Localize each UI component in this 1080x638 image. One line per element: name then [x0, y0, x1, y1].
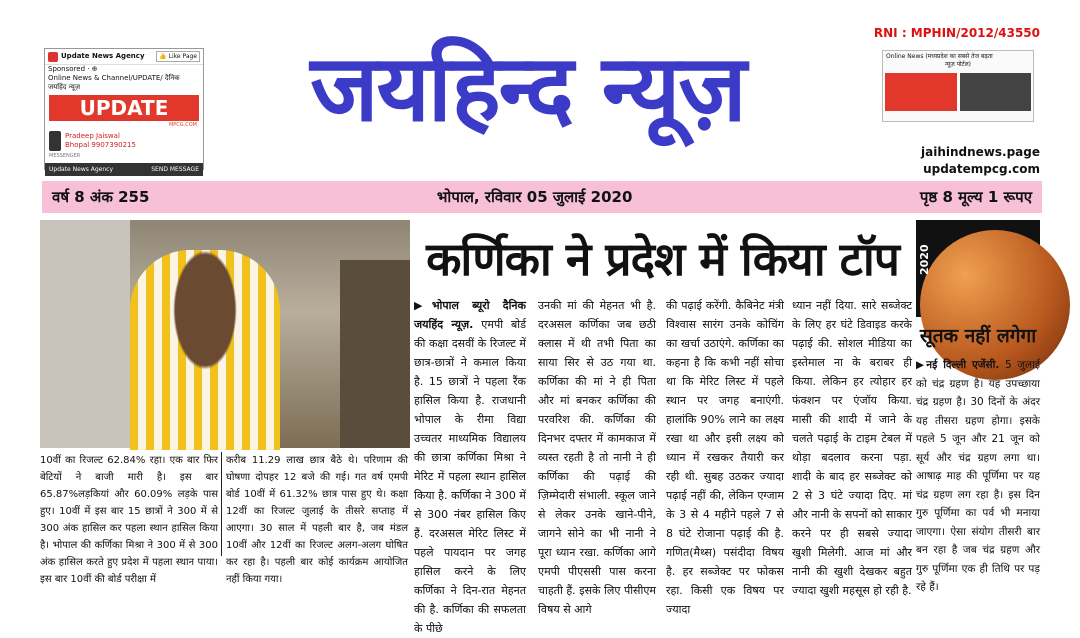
photo-column-b: करीब 11.29 लाख छात्र बैठे थे। परिणाम की घोषणा दोपहर 12 बजे की गई। गत वर्ष एमपी बोर्ड 10वीं में 61.32% छात्र पास हुए थे। कक्षा 12वीं का रिजल्ट जुलाई के तीसरे सप्ताह में आएगा। 30 साल में पहली बार है, जब मंडल 10वीं और 12वीं का रिजल्ट अलग-अलग घोषित कर रहा है। पहली बार कोई कार्यक्रम आयोजित नहीं किया गया।	[226, 455, 408, 585]
right-ad-line1: Online News (मध्यप्रदेश का सबसे तेज बढ़ता	[886, 53, 993, 60]
like-page-button[interactable]: 👍 Like Page	[156, 51, 200, 62]
page-logo-icon	[48, 52, 58, 62]
story-photo	[40, 220, 410, 448]
story-column-1	[414, 296, 526, 635]
ad-banner-text: UPDATE	[49, 95, 199, 121]
main-headline: कर्णिका ने प्रदेश में किया टॉप	[426, 232, 899, 286]
side-byline: ▶नई दिल्ली एजेंसी.	[916, 359, 1000, 371]
ad-sponsored: Sponsored · ⊕	[48, 65, 98, 73]
right-ad-line2: न्यूज़ पोर्टल)	[944, 61, 971, 68]
ad-footer-name: Update News Agency	[49, 166, 114, 173]
ad-description: Online News & Channel/UPDATE/ दैनिक जयहिंद न्यूज़	[48, 74, 180, 91]
issue-info-band	[42, 181, 1042, 213]
issue-date: भोपाल, रविवार 05 जुलाई 2020	[436, 188, 633, 206]
photo-column-a: 10वीं का रिजल्ट 62.84% रहा। एक बार फिर बेटियों ने बाजी मारी है। इस बार 65.87%लड़कियां और 60.09% लड़के पास हुए। 10वीं में इस बार 15 छात्रों ने 300 में से 300 अंक हासिल कर पहला स्थान हासिल किया है। भोपाल की कर्णिका मिश्रा ने 300 में से 300 अंक हासिल करते हुए प्रदेश में पहला स्थान पाया। इस बार 10वीं की बोर्ड परीक्षा में	[40, 455, 218, 585]
year-label: 2020	[918, 244, 931, 275]
right-ad-image-2	[960, 73, 1032, 111]
rni-number: RNI : MPHIN/2012/43550	[873, 26, 1040, 40]
side-body: 5 जुलाई को चंद्र ग्रहण है। यह उपच्छाया चंद्र ग्रहण है। 30 दिनों के अंदर यह तीसरा ग्रहण होगा। इसके पहले 5 जून और 21 जून को सूर्य और चंद्र ग्रहण लगा था। आषाढ़ माह की पूर्णिमा पर यह चंद्र ग्रहण लग रहा है। इस दिन गुरु पूर्णिमा का पर्व भी मनाया जाएगा। ऐसा संयोग तीसरी बार बन रहा है जब चंद्र ग्रहण और गुरु पूर्णिमा एक ही तिथि पर पड़ रहे हैं।	[916, 359, 1040, 593]
facebook-ad-left[interactable]	[44, 48, 204, 173]
newspaper-masthead: जयहिन्द न्यूज़	[310, 35, 745, 142]
story-column-2: उनकी मां की मेहनत भी है. दरअसल कर्णिका जब छठी क्लास में थी तभी पिता का साया सिर से उठ गया था. कर्णिका की मां ने ही पिता और मां बनकर कर्णिका की परवरिश की. कर्णिका की दिनभर दफ्तर में कामकाज में व्यस्त रहती है तो नानी ने ही कर्णिका की पढ़ाई की ज़िम्मेदारी संभाली. स्कूल जाने से लेकर उनके खाने-पीने, जागने सोने का भी नानी ने पूरा ध्यान रखा. कर्णिका आगे एमपी पीएससी पास करना चाहती हैं. इसके लिए पीसीएम विषय से आगे	[538, 299, 656, 616]
side-headline: सूतक नहीं लगेगा	[919, 325, 1037, 347]
ad-page-name: Update News Agency	[61, 52, 145, 60]
page-price: पृष्ठ 8 मूल्य 1 रूपए	[919, 188, 1032, 206]
site-url-2[interactable]: updatempcg.com	[923, 162, 1040, 176]
side-story	[916, 356, 1040, 593]
student-figure	[130, 250, 280, 450]
right-ad-box	[882, 50, 1034, 122]
ad-phone: Bhopal 9907390215	[65, 141, 136, 149]
story-column-4: ध्यान नहीं दिया. सारे सब्जेक्ट के लिए हर घंटे डिवाइड करके पढ़ाई की. सोशल मीडिया का इस्तेमाल ना के बराबर ही किया. लेकिन हर त्योहार हर फंक्शन पर एंजॉय किया. मासी की शादी में जाने के चलते पढ़ाई के टाइम टेबल में थोड़ा बदलाव करना पड़ा. शादी के बाद हर सब्जेक्ट को 2 से 3 घंटे ज्यादा दिए. मां और नानी के सपनों को साकार करने पर ही सबसे ज्यादा खुशी मिलेगी. आज मां और नानी की खुशी देखकर बहुत ज्यादा खुशी महसूस हो रही है.	[792, 299, 912, 597]
right-ad-image-1	[885, 73, 957, 111]
story-column-3: की पढ़ाई करेंगी. कैबिनेट मंत्री विश्वास सारंग उनके कोचिंग का खर्चा उठाएंगे. कर्णिका का कहना है कि कभी नहीं सोचा था कि मेरिट लिस्ट में पहले स्थान पर जगह बनाएंगी. हालांकि 90% लाने का लक्ष्य रखा था और इसी लक्ष्य को ध्यान में रखकर तैयारी कर रही थी. सुबह उठकर ज्यादा पढ़ाई नहीं की, लेकिन एग्जाम के 3 से 4 महीने पहले 7 से 8 घंटे रोजाना पढ़ाई की है. गणित(मैथ्स) पसंदीदा विषय है. हर सब्जेक्ट पर फोकस रहा. किसी एक विषय पर ज्यादा	[666, 299, 784, 616]
phone-icon	[49, 131, 61, 151]
story-byline: ▶भोपाल ब्यूरो दैनिक जयहिंद न्यूज़.	[414, 299, 526, 331]
lunar-eclipse-image	[916, 220, 1040, 317]
ad-person: Pradeep Jaiswal	[65, 132, 120, 140]
send-message-button[interactable]: SEND MESSAGE	[151, 166, 199, 173]
volume-issue: वर्ष 8 अंक 255	[52, 188, 150, 206]
site-url-1[interactable]: jaihindnews.page	[921, 145, 1040, 159]
ad-site: MPCG.COM	[168, 122, 197, 128]
story-column-1-text: एमपी बोर्ड की कक्षा दसवीं के रिजल्ट में छात्र-छात्रों ने कमाल किया है. 15 छात्रों ने पहला रैंक हासिल किया है. राजधानी भोपाल के रीमा विद्या उच्चतर माध्यमिक विद्यालय की छात्रा कर्णिका मिश्रा ने मेरिट में पहला स्थान हासिल किया है. कर्णिका ने 300 में से 300 नंबर हासिल किए हैं. दरअसल मेरिट लिस्ट में पहले पायदान पर जगह हासिल करने के लिए कर्णिका ने दिन-रात मेहनत की है. कर्णिका की सफलता के पीछे	[414, 318, 526, 635]
ad-messenger-label: MESSENGER	[49, 153, 81, 159]
